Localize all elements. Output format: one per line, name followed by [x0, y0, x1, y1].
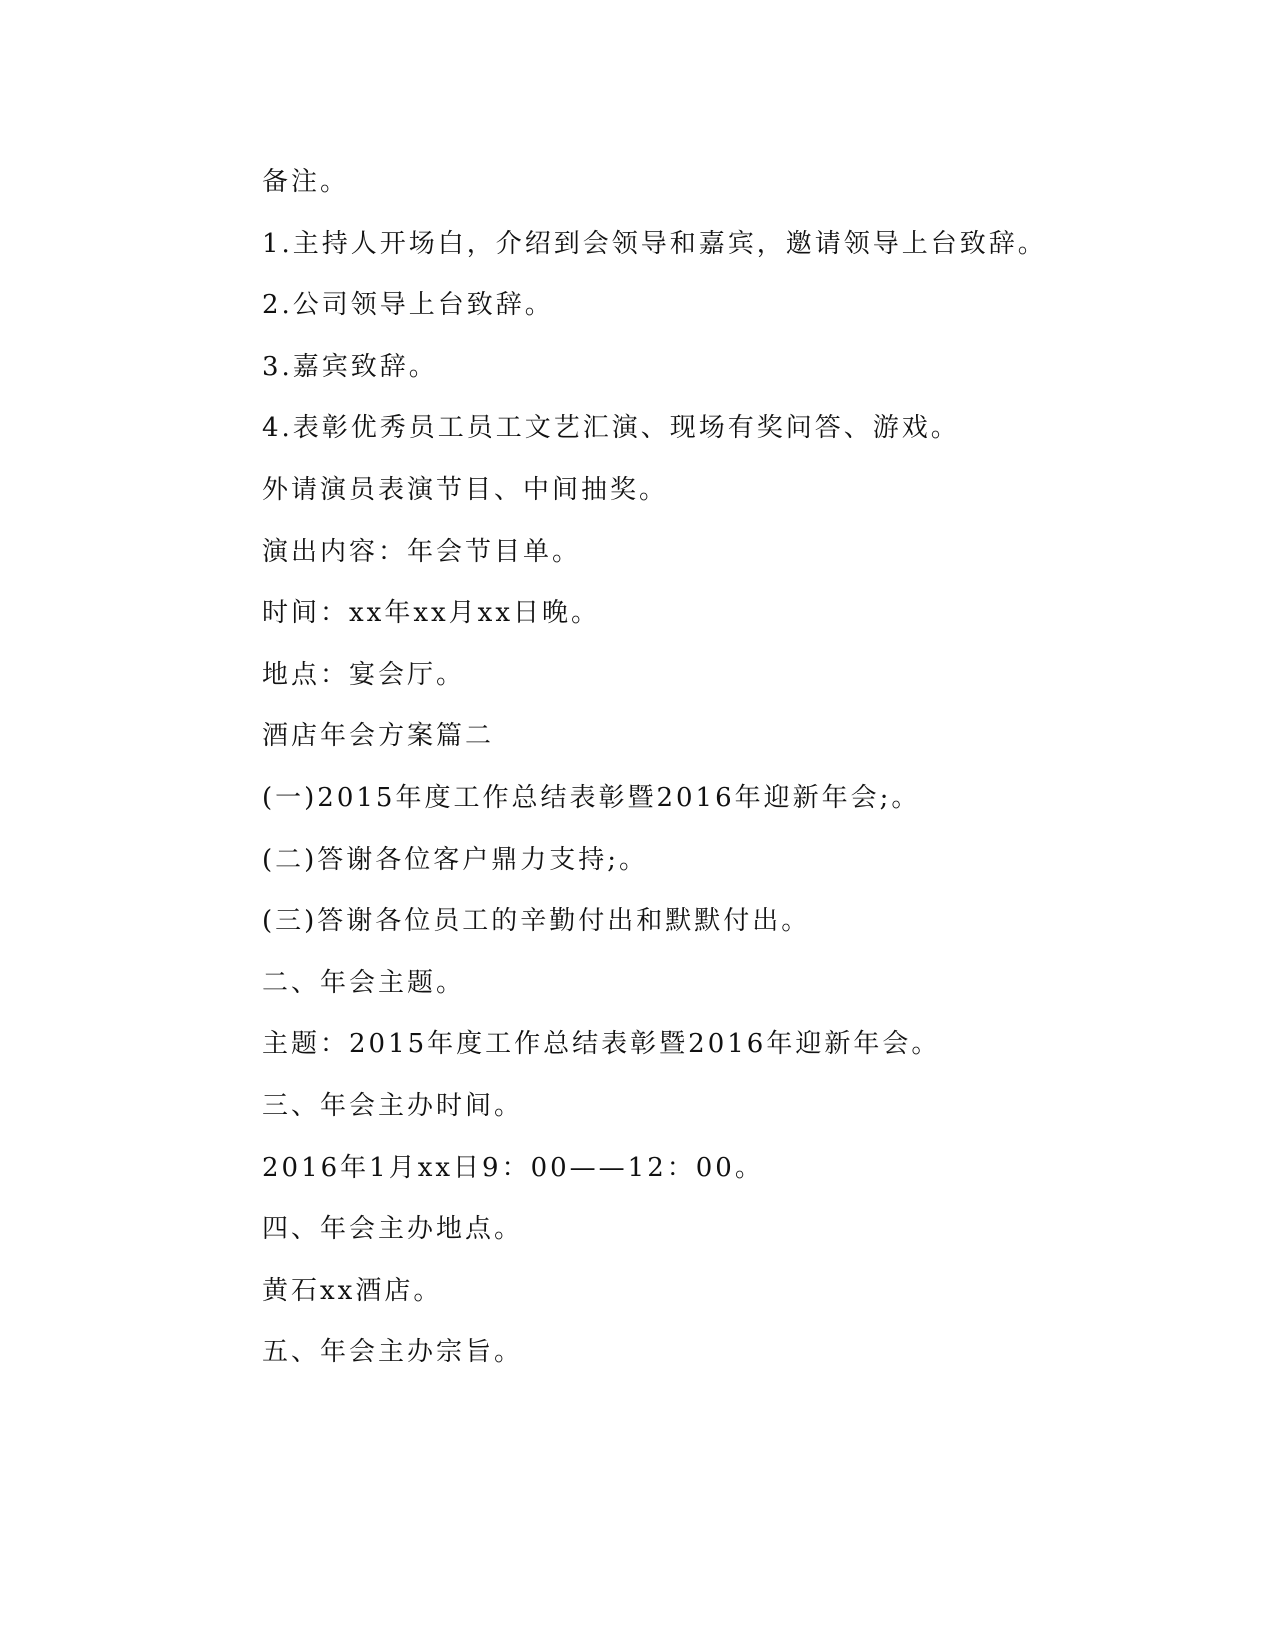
- agenda-note: 外请演员表演节目、中间抽奖。: [262, 474, 669, 505]
- location-heading: 四、年会主办地点。: [262, 1214, 524, 1245]
- theme-text: 主题：2015年度工作总结表彰暨2016年迎新年会。: [262, 1029, 941, 1060]
- purpose-heading: 五、年会主办宗旨。: [262, 1337, 524, 1368]
- performance-content: 演出内容：年会节目单。: [262, 536, 582, 567]
- agenda-item-4: 4.表彰优秀员工员工文艺汇演、现场有奖问答、游戏。: [262, 413, 960, 444]
- purpose-item-3: (三)答谢各位员工的辛勤付出和默默付出。: [262, 906, 811, 937]
- section-title: 酒店年会方案篇二: [262, 721, 495, 752]
- agenda-item-2: 2.公司领导上台致辞。: [262, 290, 554, 321]
- purpose-item-2: (二)答谢各位客户鼎力支持;。: [262, 844, 649, 875]
- document-body: [262, 164, 1062, 1396]
- agenda-item-3: 3.嘉宾致辞。: [262, 351, 438, 382]
- time-text: 2016年1月xx日9：00——12：00。: [262, 1152, 764, 1183]
- purpose-item-1: (一)2015年度工作总结表彰暨2016年迎新年会;。: [262, 782, 921, 813]
- theme-heading: 二、年会主题。: [262, 967, 466, 998]
- event-location: 地点：宴会厅。: [262, 659, 466, 690]
- location-text: 黄石xx酒店。: [262, 1275, 443, 1306]
- event-time: 时间：xx年xx月xx日晚。: [262, 598, 600, 629]
- agenda-item-1: 1.主持人开场白，介绍到会领导和嘉宾，邀请领导上台致辞。: [262, 228, 1047, 259]
- time-heading: 三、年会主办时间。: [262, 1090, 524, 1121]
- remark-heading: 备注。: [262, 167, 350, 197]
